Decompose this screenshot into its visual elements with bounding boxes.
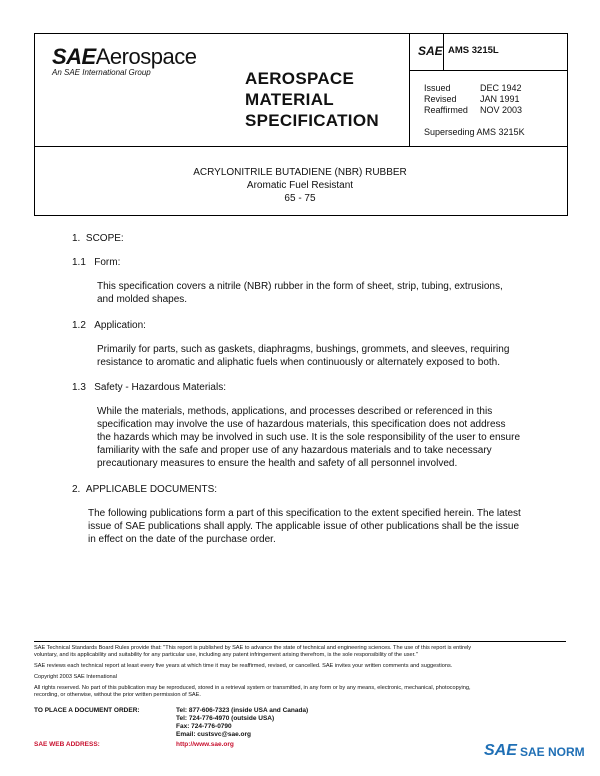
logo-subtitle: An SAE International Group xyxy=(52,68,151,77)
section-title: Form: xyxy=(94,257,121,268)
sae-norm-watermark-icon: SAE xyxy=(484,742,517,759)
paragraph-line: and molded shapes. xyxy=(97,294,188,305)
footer-divider xyxy=(34,641,566,642)
section-paragraph xyxy=(97,405,520,470)
material-name: ACRYLONITRILE BUTADIENE (NBR) RUBBER xyxy=(193,167,407,178)
logo-name: Aerospace xyxy=(95,44,197,69)
section-heading xyxy=(72,256,120,269)
paragraph-line: While the materials, methods, applications, and processes described or referenced in this xyxy=(97,406,493,417)
paragraph-line: specification may involve the use of hazardous materials, this specification does not address xyxy=(97,419,506,430)
date-value: JAN 1991 xyxy=(480,94,520,104)
date-label: Revised xyxy=(424,94,457,104)
section-number: 1.2 xyxy=(72,320,86,331)
date-row-reaffirmed xyxy=(424,105,522,116)
footer-review: SAE reviews each technical report at least every five years at which time it may be reaffirmed, revised, or cancelled. SAE invites your written comments and suggestions. xyxy=(34,663,453,669)
order-line: Tel: 724-776-4970 (outside USA) xyxy=(176,715,275,722)
spec-title-line: AEROSPACE xyxy=(245,69,355,88)
section-number: 1.3 xyxy=(72,382,86,393)
superseding-note: Superseding AMS 3215K xyxy=(424,127,525,137)
date-label: Reaffirmed xyxy=(424,105,468,115)
paragraph-line: The following publications form a part of this specification to the extent specified herein. The latest xyxy=(88,508,521,519)
section-heading xyxy=(72,232,124,245)
footer-copyright: Copyright 2003 SAE International xyxy=(34,674,118,680)
section-heading xyxy=(72,381,226,394)
order-line: Tel: 877-606-7323 (inside USA and Canada) xyxy=(176,707,309,714)
section-number: 2. xyxy=(72,484,81,495)
sae-small-logo: SAE xyxy=(418,44,443,58)
material-subtitle: Aromatic Fuel Resistant xyxy=(246,180,354,191)
date-row-revised xyxy=(424,94,522,105)
paragraph-line: in effect on the date of the purchase order. xyxy=(88,534,276,545)
footer-line-text: SAE Technical Standards Board Rules provide that: "This report is published by SAE to advance the state of technical and engineering sciences. The use of this report is entirely xyxy=(34,645,472,651)
footer-line-text: recording, or otherwise, without the prior written permission of SAE. xyxy=(34,692,201,698)
section-number: 1. xyxy=(72,233,81,244)
section-number: 1.1 xyxy=(72,257,86,268)
section-title: Safety - Hazardous Materials: xyxy=(94,382,226,393)
order-contacts xyxy=(176,707,308,739)
date-value: DEC 1942 xyxy=(480,83,522,93)
date-row-issued xyxy=(424,83,522,94)
sae-aerospace-logo xyxy=(52,44,196,70)
paragraph-line: issue of SAE publications shall apply. The applicable issue of other publications shall be the issue xyxy=(88,521,520,532)
section-paragraph xyxy=(97,280,503,306)
paragraph-line: precautionary measures to ensure the health and safety of all personnel involved. xyxy=(97,458,458,469)
section-title: SCOPE: xyxy=(85,233,124,244)
spec-title-line: SPECIFICATION xyxy=(245,111,379,130)
paragraph-line: Primarily for parts, such as gaskets, diaphragms, bushings, grommets, and sleeves, requiring xyxy=(97,344,510,355)
spec-title-line: MATERIAL xyxy=(245,90,334,109)
paragraph-line: resistance to aromatic and aliphatic fuels when continuously or alternately exposed to both. xyxy=(97,357,501,368)
section-heading xyxy=(72,483,217,496)
footer-line-text: All rights reserved. No part of this publication may be reproduced, stored in a retrieval system or transmitted, in any form or by any means, electronic, mechanical, photocopying, xyxy=(34,685,471,691)
paragraph-line: This specification covers a nitrile (NBR) rubber in the form of sheet, strip, tubing, extrusions, xyxy=(97,281,503,292)
section-title: Application: xyxy=(94,320,146,331)
footer-line-text: voluntary, and its applicability and suitability for any particular use, including any patent infringement arising therefrom, is the sole responsibility of the user." xyxy=(34,652,418,658)
material-title-box xyxy=(34,145,568,216)
date-value: NOV 2003 xyxy=(480,105,523,115)
order-email[interactable]: Email: custsvc@sae.org xyxy=(176,731,251,738)
section-paragraph xyxy=(88,507,521,546)
sae-norm-watermark: SAE NORM xyxy=(520,745,585,759)
ams-number: AMS 3215L xyxy=(448,45,499,56)
material-hardness: 65 - 75 xyxy=(284,193,316,204)
footer-rights xyxy=(34,685,574,699)
spec-title xyxy=(245,68,379,131)
header-divider-ams xyxy=(443,34,444,70)
paragraph-line: familiarity with the safe and proper use of any hazardous materials and to take necessary xyxy=(97,445,492,456)
web-label: SAE WEB ADDRESS: xyxy=(34,741,100,748)
header-divider-right xyxy=(409,34,410,146)
date-block xyxy=(424,83,522,116)
header-divider-ams-bottom xyxy=(409,70,567,71)
order-label: TO PLACE A DOCUMENT ORDER: xyxy=(34,707,140,714)
date-label: Issued xyxy=(424,83,451,93)
web-link[interactable]: http://www.sae.org xyxy=(176,741,234,748)
logo-brand: SAE xyxy=(52,44,96,69)
section-paragraph xyxy=(97,343,509,369)
section-title: APPLICABLE DOCUMENTS: xyxy=(85,484,218,495)
footer-policy xyxy=(34,645,574,659)
section-heading xyxy=(72,319,146,332)
paragraph-line: the hazards which may be involved in such use. It is the sole responsibility of the user to ensure xyxy=(97,432,521,443)
order-line: Fax: 724-776-0790 xyxy=(176,723,232,730)
